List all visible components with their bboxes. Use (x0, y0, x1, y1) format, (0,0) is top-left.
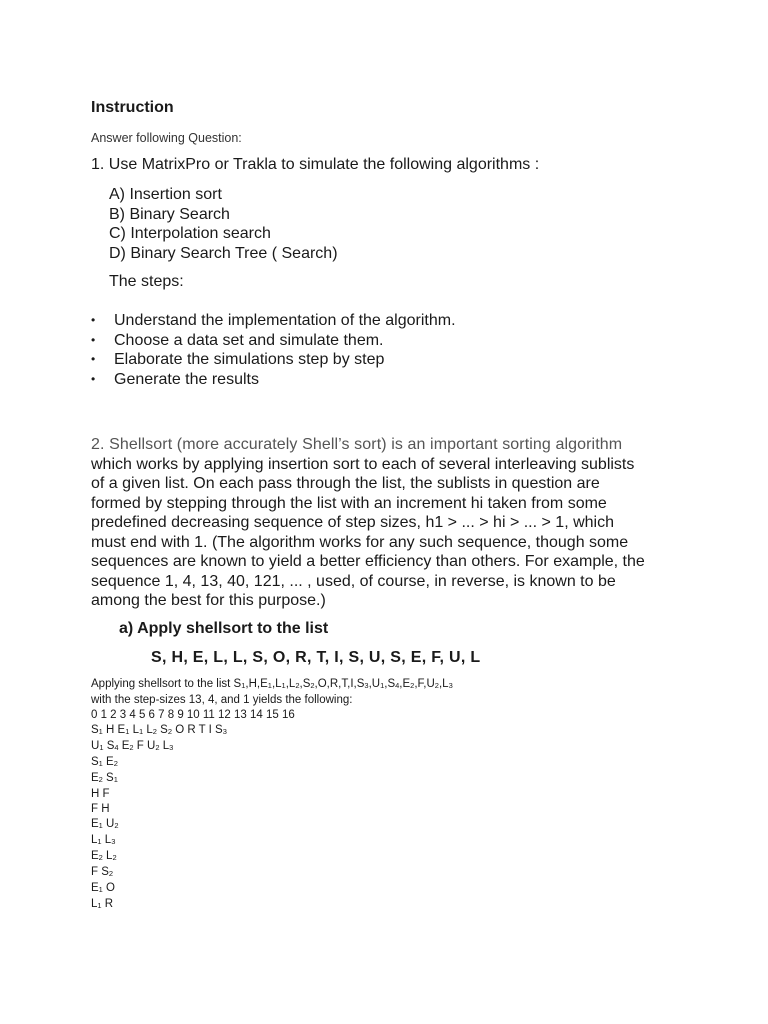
token-text: E (117, 724, 126, 736)
token-text: , (271, 678, 276, 690)
token-subscript: 2 (295, 681, 300, 690)
token-text: F (133, 740, 147, 752)
token-text: F (91, 866, 102, 878)
paragraph-line: of a given list. On each pass through the list, the sublists in question are (91, 475, 600, 492)
token-text: S (356, 678, 365, 690)
token-text: E (91, 850, 99, 862)
token-subscript: 1 (125, 727, 130, 736)
token-text: L (132, 724, 139, 736)
option-item: B) Binary Search (109, 205, 230, 223)
solution-block (91, 677, 453, 913)
token-text: S (91, 724, 99, 736)
token-subscript: 2 (310, 681, 315, 690)
question-2-paragraph (91, 435, 691, 611)
solution-row (91, 739, 453, 755)
option-item: D) Binary Search Tree ( Search) (109, 244, 338, 262)
token-text: S (233, 678, 242, 690)
token-text: O R T I (172, 724, 216, 736)
token-text: E (91, 818, 99, 830)
token-subscript: 3 (222, 727, 227, 736)
token-text: E (91, 882, 99, 894)
token-subscript: 1 (98, 821, 103, 830)
token-subscript: 3 (169, 743, 174, 752)
token-subscript: 1 (380, 681, 385, 690)
solution-row (91, 755, 453, 771)
token-text: U (426, 678, 435, 690)
token-text: ,F, (414, 678, 427, 690)
token-text: U (371, 678, 381, 690)
token-text: L (146, 724, 153, 736)
token-text: L (288, 678, 296, 690)
token-text: , (299, 678, 303, 690)
solution-intro-line (91, 677, 453, 693)
token-subscript: 2 (129, 743, 134, 752)
token-text: ,H, (245, 678, 261, 690)
token-text: S (106, 740, 115, 752)
token-subscript: 2 (410, 681, 415, 690)
paragraph-line: among the best for this purpose.) (91, 592, 326, 609)
paragraph-lead-line: 2. Shellsort (more accurately Shell’s sort) is an important sorting algorithm (91, 436, 623, 453)
token-subscript: 4 (395, 681, 400, 690)
token-subscript: 2 (113, 759, 118, 768)
solution-intro-line-2: with the step-sizes 13, 4, and 1 yields the following: (91, 694, 353, 706)
solution-row (91, 723, 453, 739)
solution-rows (91, 723, 453, 913)
token-text: , (368, 678, 372, 690)
token-text: E (91, 772, 99, 784)
token-subscript: 1 (98, 759, 103, 768)
token-subscript: 2 (152, 727, 157, 736)
solution-row (91, 897, 453, 913)
token-subscript: 1 (267, 681, 272, 690)
solution-row (91, 787, 453, 802)
token-subscript: 2 (155, 743, 160, 752)
token-text: H F (91, 788, 110, 800)
solution-row (91, 817, 453, 833)
page-title: Instruction (91, 99, 174, 116)
token-text: S (101, 866, 109, 878)
token-text: S (106, 772, 114, 784)
solution-row (91, 802, 453, 817)
sort-input-list: S, H, E, L, L, S, O, R, T, I, S, U, S, E, F, U, L (151, 649, 481, 666)
solution-row (91, 833, 453, 849)
token-subscript: 3 (364, 681, 369, 690)
token-subscript: 2 (167, 727, 172, 736)
token-text: S (302, 678, 311, 690)
paragraph-line: sequences are known to yield a better efficiency than others. For example, the (91, 553, 645, 570)
question-1-text: 1. Use MatrixPro or Trakla to simulate the following algorithms : (91, 156, 540, 173)
paragraph-line: which works by applying insertion sort to each of several interleaving sublists (91, 455, 635, 473)
token-text: L (91, 834, 98, 846)
token-text: L (106, 850, 113, 862)
token-subscript: 1 (98, 727, 103, 736)
token-subscript: 1 (97, 901, 102, 910)
solution-row (91, 771, 453, 787)
token-subscript: 1 (281, 681, 286, 690)
token-subscript: 2 (434, 681, 439, 690)
token-text: L (162, 740, 170, 752)
token-text: S (387, 678, 396, 690)
instruction-subtitle: Answer following Question: (91, 131, 242, 145)
token-text: U (91, 740, 100, 752)
token-text: O (102, 882, 115, 894)
option-item: A) Insertion sort (109, 186, 222, 203)
token-text: S (215, 724, 223, 736)
token-text: L (275, 678, 282, 690)
token-subscript: 1 (97, 837, 102, 846)
steps-label: The steps: (109, 273, 184, 290)
solution-row (91, 865, 453, 881)
token-text: E (260, 678, 268, 690)
solution-row (91, 881, 453, 897)
token-subscript: 1 (139, 727, 144, 736)
token-subscript: 2 (98, 775, 103, 784)
token-text: E (121, 740, 130, 752)
token-subscript: 2 (98, 853, 103, 862)
bullet-icon: • (91, 313, 96, 327)
token-subscript: 1 (241, 681, 246, 690)
paragraph-line: formed by stepping through the list with an increment hi taken from some (91, 494, 607, 512)
paragraph-line: predefined decreasing sequence of step sizes, h1 > ... > hi > ... > 1, which (91, 514, 614, 531)
algorithm-options-list (109, 185, 338, 263)
token-text: , (399, 678, 403, 690)
token-subscript: 1 (98, 885, 103, 894)
token-text: S (91, 756, 99, 768)
token-text: R (101, 898, 114, 910)
step-text: Choose a data set and simulate them. (114, 331, 384, 349)
step-text: Understand the implementation of the algorithm. (114, 312, 456, 329)
bullet-icon: • (91, 332, 96, 347)
token-text: L (442, 678, 449, 690)
token-text: , (384, 678, 388, 690)
token-subscript: 4 (114, 743, 119, 752)
token-subscript: 2 (112, 853, 117, 862)
step-text: Generate the results (114, 370, 259, 388)
index-row: 0 1 2 3 4 5 6 7 8 9 10 11 12 13 14 15 16 (91, 709, 295, 721)
bullet-icon: • (91, 371, 96, 386)
token-subscript: 3 (448, 681, 453, 690)
token-subscript: 1 (113, 775, 118, 784)
token-text: L (104, 834, 112, 846)
token-text: L (91, 898, 98, 910)
paragraph-line: must end with 1. (The algorithm works for any such sequence, though some (91, 533, 629, 551)
token-subscript: 3 (111, 837, 116, 846)
token-text: , (438, 678, 443, 690)
solution-row (91, 849, 453, 865)
token-text: S (160, 724, 168, 736)
token-subscript: 2 (114, 821, 119, 830)
token-subscript: 1 (99, 743, 104, 752)
step-text: Elaborate the simulations step by step (114, 351, 385, 368)
token-text: E (402, 678, 411, 690)
token-text: , (285, 678, 289, 690)
token-text: U (106, 818, 115, 830)
paragraph-line: sequence 1, 4, 13, 40, 121, ... , used, of course, in reverse, is known to be (91, 572, 616, 590)
token-text: F H (91, 803, 110, 815)
bullet-icon: • (91, 352, 96, 366)
option-item: C) Interpolation search (109, 225, 271, 242)
token-text: ,O,R,T,I, (314, 678, 357, 690)
token-text: U (147, 740, 156, 752)
part-a-heading: a) Apply shellsort to the list (119, 620, 329, 637)
solution-intro-prefix: Applying shellsort to the list (91, 678, 234, 690)
token-subscript: 2 (108, 869, 114, 878)
token-text: H (102, 724, 118, 736)
solution-intro-sequence (234, 678, 453, 690)
token-text: E (106, 756, 114, 768)
